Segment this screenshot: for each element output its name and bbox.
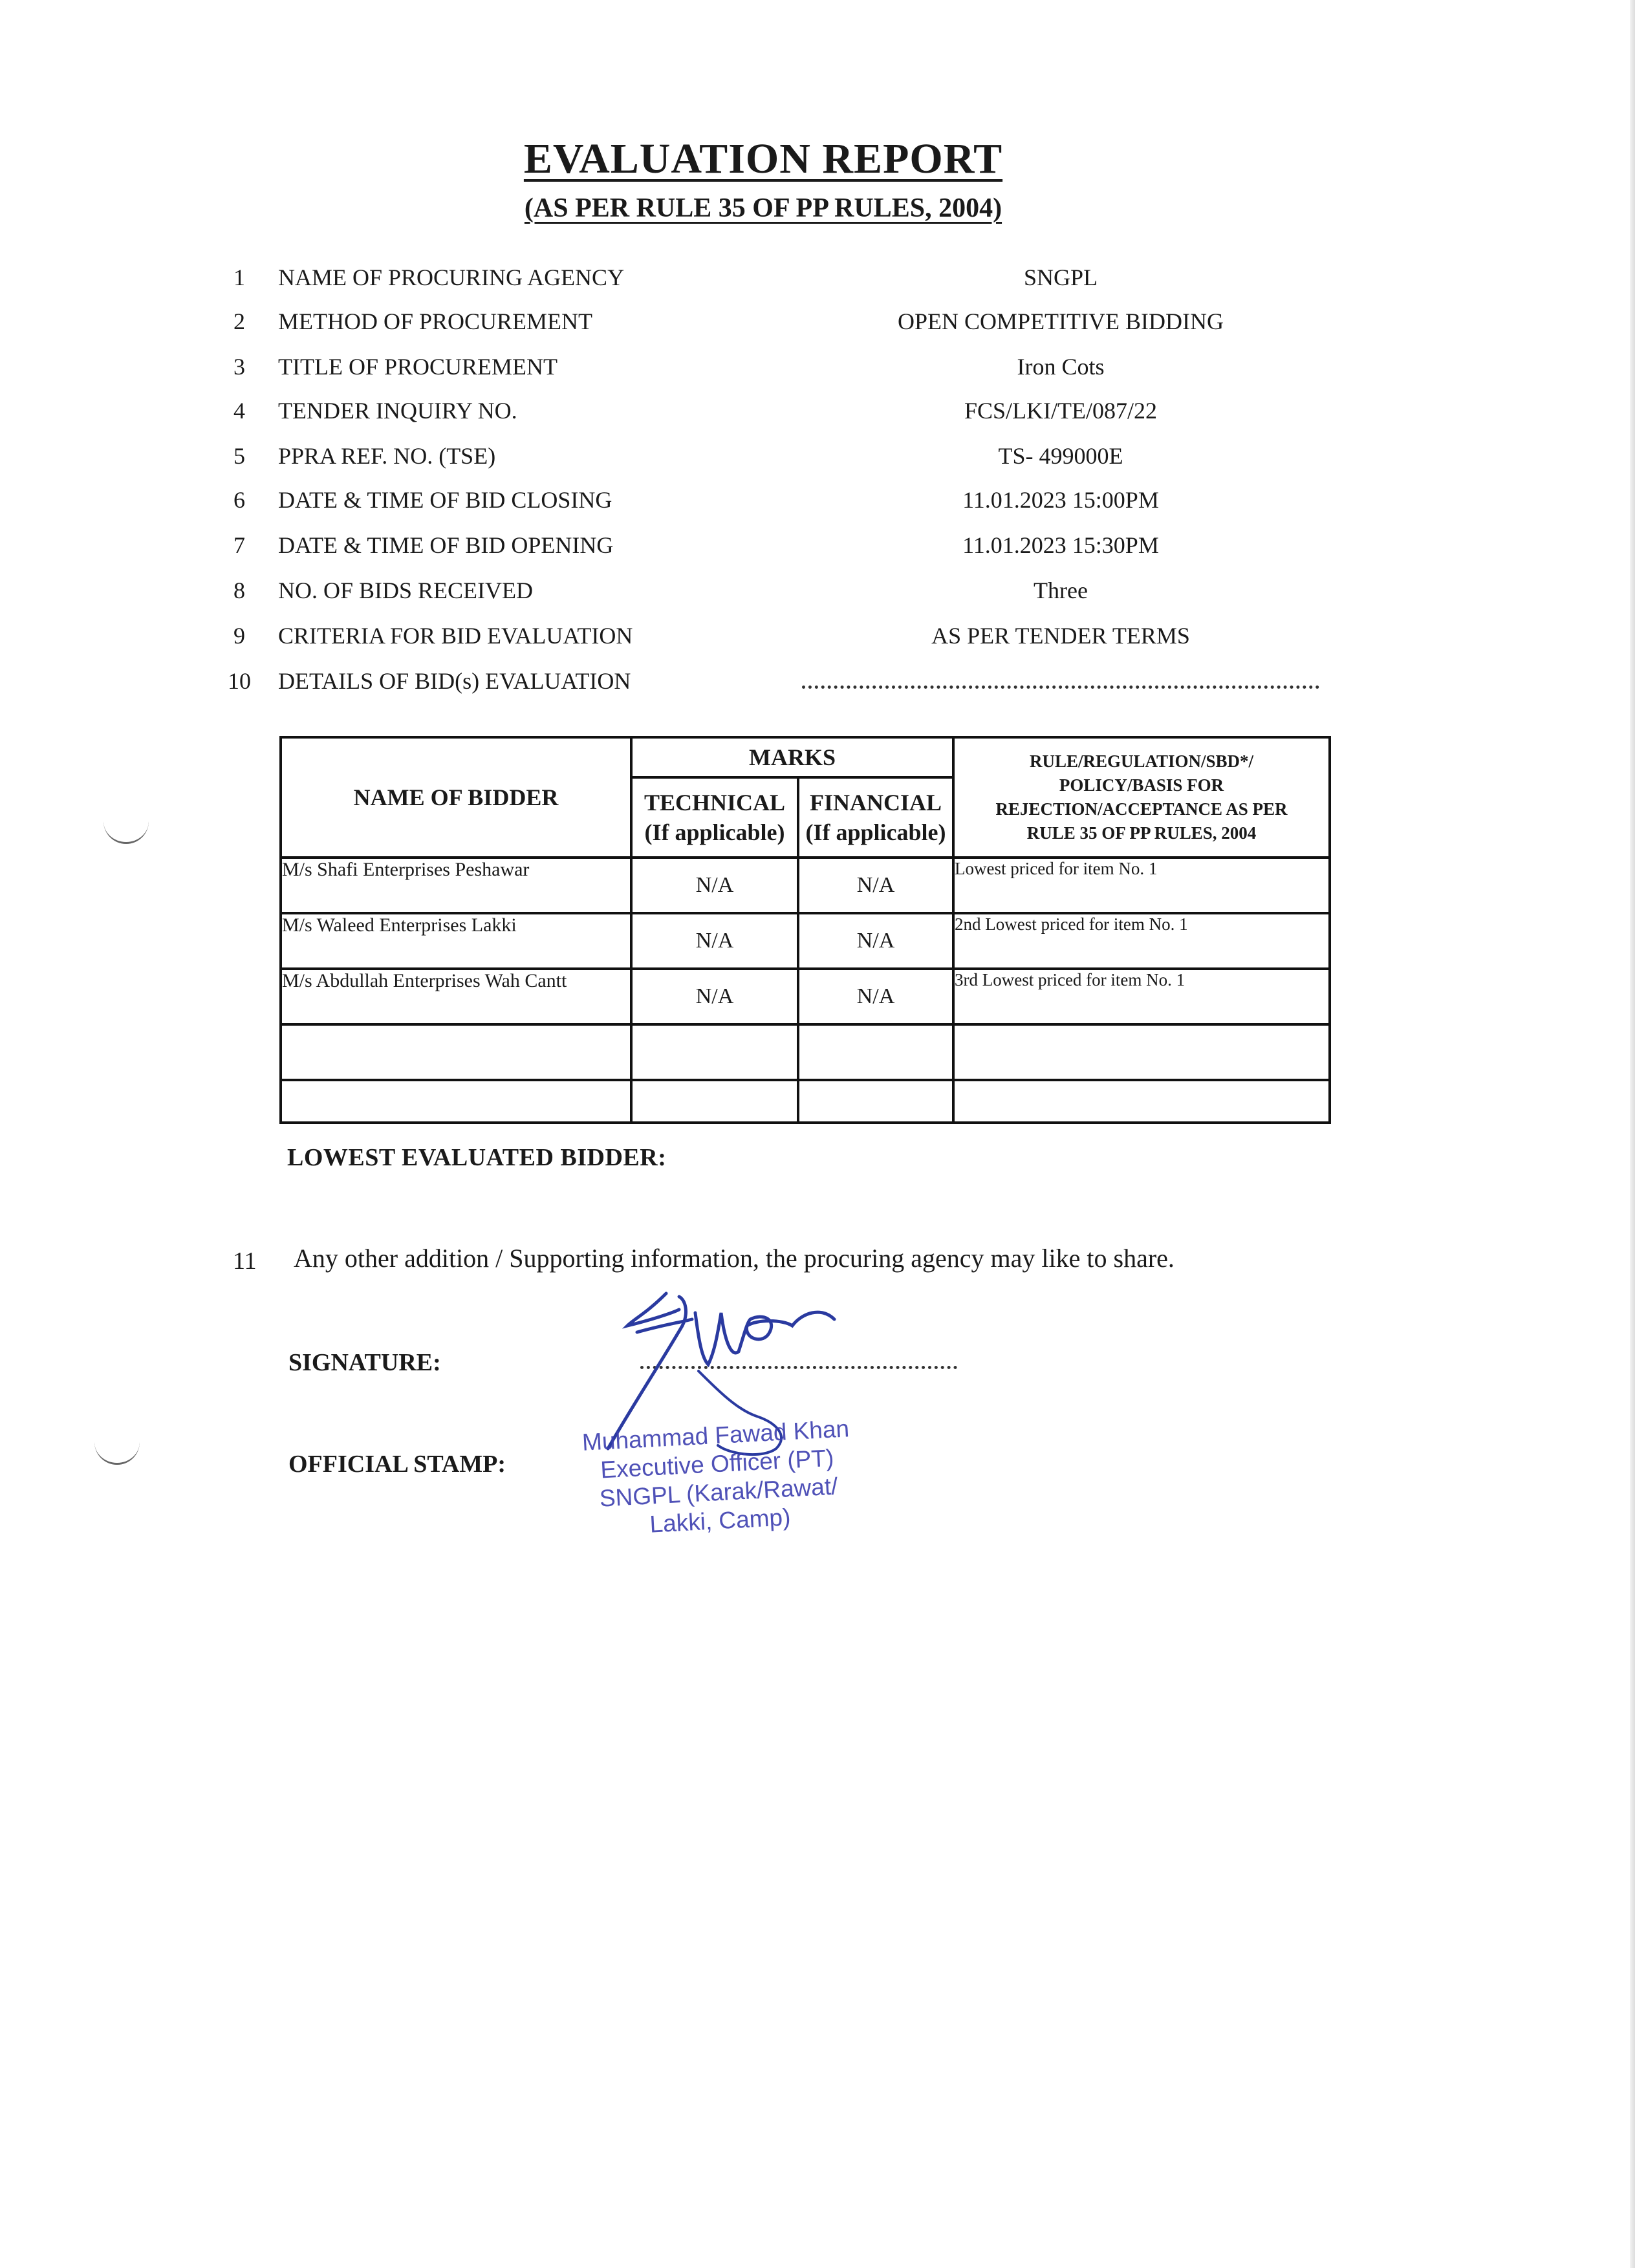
info-row [0, 532, 1552, 570]
stamp-line: Muhammad Fawad Khan [581, 1415, 850, 1456]
info-row [0, 622, 1552, 661]
header-rule-line: REJECTION/ACCEPTANCE AS PER [995, 799, 1288, 819]
info-value: FCS/LKI/TE/087/22 [964, 398, 1158, 424]
header-name-of-bidder: NAME OF BIDDER [281, 737, 631, 858]
table-row [281, 913, 1330, 969]
info-label: CRITERIA FOR BID EVALUATION [278, 623, 633, 649]
empty-cell [281, 1080, 631, 1123]
empty-cell [953, 1080, 1330, 1123]
info-label: METHOD OF PROCUREMENT [278, 308, 593, 334]
empty-cell [281, 1024, 631, 1080]
page-edge [1630, 0, 1635, 2268]
info-num: 10 [228, 668, 251, 694]
info-value: SNGPL [1023, 265, 1098, 290]
header-rule-line: POLICY/BASIS FOR [1059, 775, 1224, 795]
lowest-evaluated-bidder-label: LOWEST EVALUATED BIDDER: [287, 1144, 667, 1171]
bidder-name: M/s Waleed Enterprises Lakki [281, 913, 631, 969]
table-row [281, 969, 1330, 1024]
technical-mark: N/A [631, 858, 798, 913]
info-label: NO. OF BIDS RECEIVED [278, 578, 534, 603]
info-label: PPRA REF. NO. (TSE) [278, 443, 496, 469]
info-label: DETAILS OF BID(s) EVALUATION [278, 668, 631, 694]
header-financial-note: (If applicable) [805, 819, 946, 845]
info-label: TITLE OF PROCUREMENT [278, 354, 558, 380]
info-value: OPEN COMPETITIVE BIDDING [898, 308, 1224, 334]
punch-hole-mark [103, 816, 149, 844]
item-11-number: 11 [233, 1247, 257, 1275]
info-num: 8 [233, 578, 245, 603]
info-row [0, 442, 1552, 481]
header-financial-label: FINANCIAL [809, 790, 942, 815]
empty-table-row [281, 1024, 1330, 1080]
empty-cell [798, 1024, 953, 1080]
info-row [0, 308, 1552, 347]
info-num: 2 [233, 308, 245, 334]
dotted-line [802, 686, 1319, 689]
financial-mark: N/A [798, 969, 953, 1024]
header-rule-line: RULE 35 OF PP RULES, 2004 [1026, 823, 1257, 843]
header-rule-line: RULE/REGULATION/SBD*/ [1029, 751, 1254, 771]
bid-evaluation-table [279, 736, 1331, 1124]
info-label: DATE & TIME OF BID CLOSING [278, 487, 612, 513]
info-num: 3 [233, 354, 245, 380]
report-subtitle: (AS PER RULE 35 OF PP RULES, 2004) [524, 193, 1002, 223]
info-row [0, 667, 1552, 706]
info-value: 11.01.2023 15:00PM [962, 487, 1159, 513]
info-num: 7 [233, 532, 245, 558]
info-num: 1 [233, 265, 245, 290]
empty-cell [798, 1080, 953, 1123]
stamp-line: Lakki, Camp) [649, 1504, 792, 1538]
evaluation-basis: 2nd Lowest priced for item No. 1 [953, 913, 1330, 969]
technical-mark: N/A [631, 969, 798, 1024]
info-value: TS- 499000E [998, 443, 1123, 469]
technical-mark: N/A [631, 913, 798, 969]
header-marks: MARKS [631, 737, 953, 777]
report-title: EVALUATION REPORT [523, 135, 1003, 182]
info-num: 6 [233, 487, 245, 513]
evaluation-basis: Lowest priced for item No. 1 [953, 858, 1330, 913]
empty-cell [953, 1024, 1330, 1080]
item-11-text: Any other addition / Supporting information, the procuring agency may like to share. [294, 1244, 1175, 1273]
info-value: AS PER TENDER TERMS [931, 623, 1190, 649]
info-row [0, 486, 1552, 525]
info-value: 11.01.2023 15:30PM [962, 532, 1159, 558]
empty-cell [631, 1024, 798, 1080]
financial-mark: N/A [798, 858, 953, 913]
info-row [0, 353, 1552, 392]
info-value: Iron Cots [1017, 354, 1105, 380]
info-num: 4 [233, 398, 245, 424]
info-num: 9 [233, 623, 245, 649]
official-stamp-label: OFFICIAL STAMP: [288, 1451, 506, 1478]
empty-cell [631, 1080, 798, 1123]
header-technical-label: TECHNICAL [644, 790, 786, 815]
evaluation-basis: 3rd Lowest priced for item No. 1 [953, 969, 1330, 1024]
bidder-name: M/s Shafi Enterprises Peshawar [281, 858, 631, 913]
punch-hole-mark [94, 1437, 140, 1465]
stamp-line: SNGPL (Karak/Rawat/ [598, 1473, 839, 1512]
signature-label: SIGNATURE: [288, 1349, 441, 1376]
header-technical-note: (If applicable) [644, 819, 785, 845]
financial-mark: N/A [798, 913, 953, 969]
bidder-name: M/s Abdullah Enterprises Wah Cantt [281, 969, 631, 1024]
info-label: TENDER INQUIRY NO. [278, 398, 517, 424]
empty-table-row [281, 1080, 1330, 1123]
info-row [0, 397, 1552, 436]
info-row [0, 264, 1552, 303]
info-row [0, 577, 1552, 616]
header-rule-basis [953, 737, 1330, 858]
table-row [281, 858, 1330, 913]
info-label: DATE & TIME OF BID OPENING [278, 532, 614, 558]
stamp-line: Executive Officer (PT) [600, 1444, 835, 1484]
official-stamp [534, 1412, 902, 1544]
info-num: 5 [233, 443, 245, 469]
header-technical [631, 777, 798, 858]
info-value: Three [1034, 578, 1088, 603]
header-financial [798, 777, 953, 858]
info-label: NAME OF PROCURING AGENCY [278, 265, 625, 290]
